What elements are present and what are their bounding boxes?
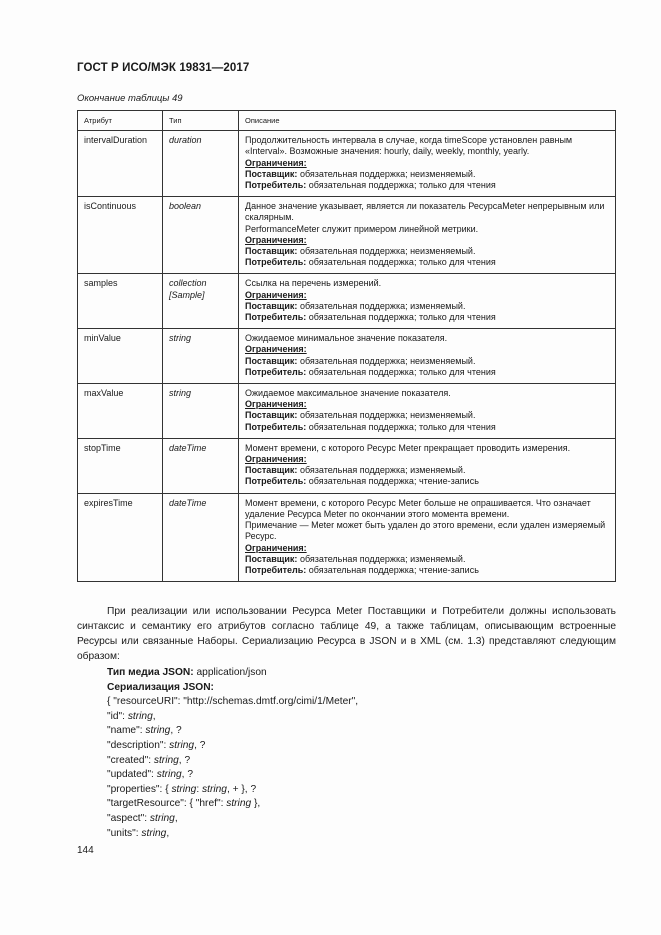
supplier-line	[245, 410, 609, 421]
code-segment: string	[127, 710, 153, 722]
code-segment: "updated":	[107, 769, 157, 781]
json-media-value: application/json	[193, 667, 267, 678]
body-paragraph: При реализации или использовании Ресурса Meter Поставщики и Потребители должны использовать синтаксис и семантику его атрибутов согласно таблице 49, а также таблицам, описывающим встроенные Ресурсы или связанные Наборы. Сериализацию Ресурса в JSON и в XML (см. 1.3) представляют следующим образом:	[77, 606, 616, 662]
code-segment: { "resourceURI": "http://schemas.dmtf.org/cimi/1/Meter",	[107, 696, 359, 708]
type-line: duration	[169, 135, 202, 146]
column-header-description: Описание	[239, 111, 616, 131]
table-row	[78, 438, 616, 493]
supplier-label: Поставщик:	[245, 553, 298, 564]
code-segment: string	[156, 769, 182, 781]
consumer-line	[245, 565, 609, 576]
consumer-label: Потребитель:	[245, 312, 307, 323]
attribute-description-cell	[239, 384, 616, 439]
attribute-description-cell	[239, 438, 616, 493]
code-segment: :	[196, 783, 203, 795]
table-header-row	[78, 111, 616, 131]
body-paragraph-block	[77, 604, 616, 664]
attribute-type-cell	[163, 197, 239, 274]
code-line	[107, 797, 358, 812]
code-line	[107, 827, 358, 842]
consumer-line	[245, 476, 609, 487]
code-segment: string	[171, 783, 197, 795]
restrictions-label: Ограничения:	[245, 234, 307, 245]
type-line: dateTime	[169, 497, 207, 508]
attribute-type-cell	[163, 493, 239, 581]
code-segment: "targetResource": { "href":	[107, 798, 227, 810]
code-segment: string	[202, 783, 227, 795]
supplier-label: Поставщик:	[245, 465, 298, 476]
json-media-type	[107, 666, 358, 681]
supplier-value: обязательная поддержка; неизменяемый.	[297, 410, 476, 421]
attribute-name-cell: intervalDuration	[78, 131, 163, 197]
attribute-description-cell	[239, 197, 616, 274]
description-text: Ожидаемое максимальное значение показателя.	[245, 388, 451, 399]
table-row	[78, 274, 616, 329]
restrictions-label: Ограничения:	[245, 542, 307, 553]
supplier-value: обязательная поддержка; неизменяемый.	[297, 168, 476, 179]
code-segment: , ?	[181, 769, 193, 781]
code-line	[107, 695, 358, 710]
table-row	[78, 197, 616, 274]
table-row	[78, 384, 616, 439]
code-segment: string	[226, 798, 252, 810]
attribute-description-cell	[239, 131, 616, 197]
consumer-line	[245, 422, 609, 433]
consumer-line	[245, 257, 609, 268]
supplier-line	[245, 465, 609, 476]
table-row	[78, 329, 616, 384]
supplier-line	[245, 356, 609, 367]
code-line	[107, 710, 358, 725]
type-line: string	[169, 333, 192, 344]
code-segment: , ?	[178, 754, 191, 766]
consumer-value: обязательная поддержка; чтение-запись	[306, 564, 479, 575]
restrictions-label: Ограничения:	[245, 344, 307, 355]
code-segment: "properties": {	[107, 783, 172, 795]
code-segment: ,	[152, 710, 156, 722]
table-caption: Окончание таблицы 49	[77, 93, 183, 104]
description-text: Момент времени, с которого Ресурс Meter прекращает проводить измерения.	[245, 442, 571, 453]
supplier-label: Поставщик:	[245, 300, 298, 311]
code-segment: "description":	[107, 739, 170, 751]
code-segment: "created":	[107, 754, 154, 766]
description-text: Продолжительность интервала в случае, когда timeScope установлен равным «Interval». Возможные значения: hourly, daily, weekly, monthly, yearly.	[245, 135, 573, 157]
consumer-value: обязательная поддержка; только для чтения	[306, 366, 496, 377]
consumer-label: Потребитель:	[245, 366, 307, 377]
consumer-label: Потребитель:	[245, 257, 307, 268]
type-line: boolean	[169, 201, 202, 212]
code-segment: "aspect":	[107, 812, 150, 824]
code-segment: "id":	[107, 710, 128, 722]
attribute-name-cell: maxValue	[78, 384, 163, 439]
code-segment: , ?	[194, 739, 206, 751]
consumer-value: обязательная поддержка; только для чтения	[306, 180, 496, 191]
code-segment: , + }, ?	[226, 783, 257, 795]
page-number: 144	[77, 845, 94, 856]
code-segment: string	[153, 754, 179, 766]
code-line	[107, 724, 358, 739]
supplier-label: Поставщик:	[245, 168, 298, 179]
code-segment: , ?	[170, 725, 182, 737]
supplier-value: обязательная поддержка; изменяемый.	[297, 300, 466, 311]
description-text: Момент времени, с которого Ресурс Meter больше не опрашивается. Что означает удаление Ресурса Meter по окончании этого момента времени.	[245, 497, 591, 519]
code-segment: "units":	[107, 827, 142, 839]
restrictions-label: Ограничения:	[245, 289, 307, 300]
table-row	[78, 493, 616, 581]
type-line: dateTime	[169, 442, 207, 453]
supplier-value: обязательная поддержка; неизменяемый.	[297, 246, 476, 257]
description-text: Примечание — Meter может быть удален до этого времени, если удален измеряемый Ресурс.	[245, 520, 606, 542]
description-text: Данное значение указывает, является ли показатель РесурсаMeter непрерывным или скалярным.	[245, 201, 605, 223]
consumer-value: обязательная поддержка; только для чтения	[306, 257, 496, 268]
serialization-block	[107, 666, 358, 841]
supplier-line	[245, 554, 609, 565]
attribute-description-cell	[239, 329, 616, 384]
column-header-type: Тип	[163, 111, 239, 131]
json-code	[107, 695, 358, 841]
attribute-type-cell	[163, 131, 239, 197]
attribute-name-cell: isContinuous	[78, 197, 163, 274]
code-segment: string	[141, 827, 167, 839]
consumer-value: обязательная поддержка; только для чтения	[306, 312, 496, 323]
consumer-line	[245, 180, 609, 191]
supplier-value: обязательная поддержка; изменяемый.	[297, 465, 466, 476]
attributes-table	[77, 110, 616, 582]
consumer-label: Потребитель:	[245, 476, 307, 487]
code-line	[107, 739, 358, 754]
attribute-name-cell: stopTime	[78, 438, 163, 493]
attribute-name-cell: expiresTime	[78, 493, 163, 581]
attribute-type-cell	[163, 438, 239, 493]
code-segment: ,	[174, 812, 178, 824]
attribute-type-cell	[163, 384, 239, 439]
restrictions-label: Ограничения:	[245, 454, 307, 465]
supplier-value: обязательная поддержка; изменяемый.	[297, 553, 466, 564]
supplier-line	[245, 169, 609, 180]
supplier-label: Поставщик:	[245, 246, 298, 257]
consumer-value: обязательная поддержка; только для чтения	[306, 421, 496, 432]
code-segment: string	[149, 812, 175, 824]
description-text: Ссылка на перечень измерений.	[245, 278, 382, 289]
type-line: string	[169, 388, 192, 399]
attribute-type-cell	[163, 274, 239, 329]
code-segment: },	[251, 798, 261, 810]
table-row	[78, 131, 616, 197]
type-line: collection	[169, 278, 207, 289]
supplier-line	[245, 246, 609, 257]
description-text: PerformanceMeter служит примером линейной метрики.	[245, 223, 479, 234]
consumer-label: Потребитель:	[245, 180, 307, 191]
consumer-value: обязательная поддержка; чтение-запись	[306, 476, 479, 487]
attribute-name-cell: samples	[78, 274, 163, 329]
code-segment: ,	[166, 827, 170, 839]
consumer-line	[245, 367, 609, 378]
code-line	[107, 812, 358, 827]
attribute-name-cell: minValue	[78, 329, 163, 384]
document-header: ГОСТ Р ИСО/МЭК 19831—2017	[77, 62, 250, 74]
code-segment: string	[145, 725, 171, 737]
consumer-line	[245, 312, 609, 323]
restrictions-label: Ограничения:	[245, 399, 307, 410]
code-segment: "name":	[107, 725, 146, 737]
attribute-type-cell	[163, 329, 239, 384]
column-header-attribute: Атрибут	[78, 111, 163, 131]
code-segment: string	[169, 739, 195, 751]
type-line: [Sample]	[169, 289, 205, 300]
attribute-description-cell	[239, 274, 616, 329]
supplier-label: Поставщик:	[245, 355, 298, 366]
restrictions-label: Ограничения:	[245, 157, 307, 168]
attribute-description-cell	[239, 493, 616, 581]
consumer-label: Потребитель:	[245, 421, 307, 432]
code-line	[107, 768, 358, 783]
json-serialization-label: Сериализация JSON:	[107, 681, 214, 693]
supplier-label: Поставщик:	[245, 410, 298, 421]
supplier-value: обязательная поддержка; неизменяемый.	[297, 355, 476, 366]
json-media-label: Тип медиа JSON:	[107, 667, 194, 678]
consumer-label: Потребитель:	[245, 564, 307, 575]
code-line	[107, 783, 358, 798]
description-text: Ожидаемое минимальное значение показателя.	[245, 333, 448, 344]
code-line	[107, 754, 358, 769]
supplier-line	[245, 301, 609, 312]
